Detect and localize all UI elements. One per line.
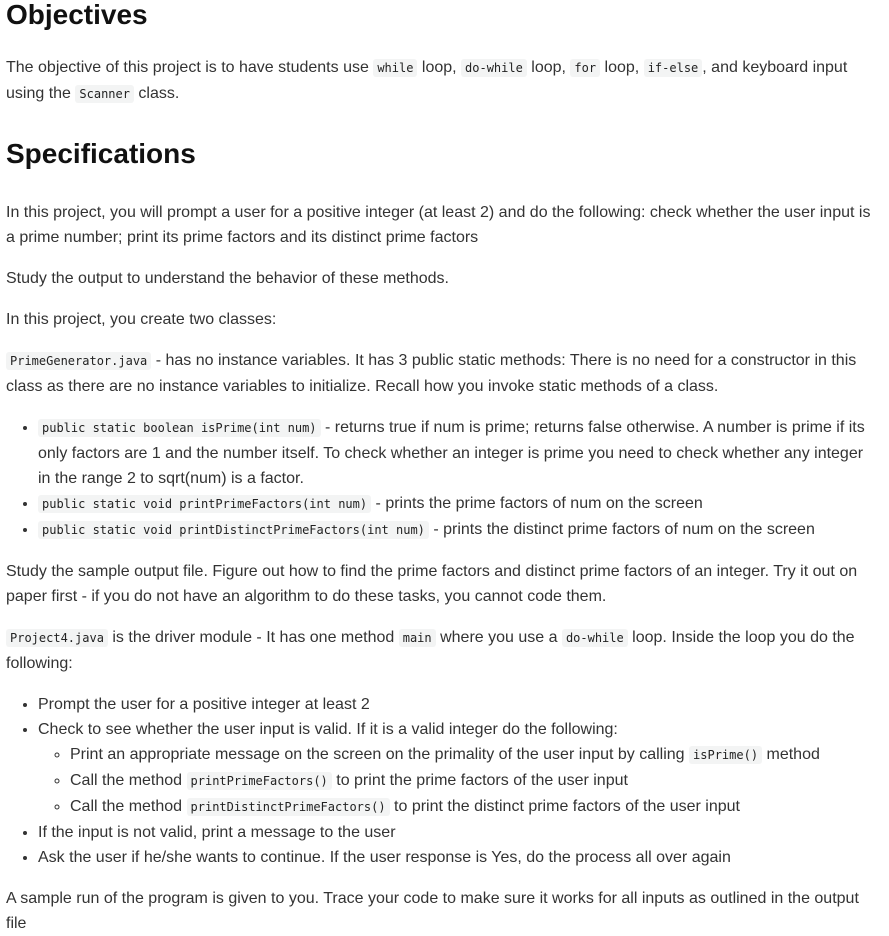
code-scanner: Scanner (75, 85, 134, 103)
text: loop, (526, 59, 571, 76)
driver-paragraph (6, 625, 877, 676)
text: is the driver module - It has one method (107, 629, 399, 646)
list-item (38, 717, 877, 820)
sample-output-paragraph: Study the sample output file. Figure out how to find the prime factors and distinct prime factors of an integer. Try it out on paper first - if you do not have an algorithm to do these tasks, you cannot code them. (6, 563, 858, 605)
code-while: while (373, 59, 417, 77)
text: method (762, 746, 820, 763)
text: - prints the prime factors of num on the screen (371, 495, 703, 512)
objectives-heading: Objectives (6, 0, 148, 30)
text: Call the method (70, 798, 187, 815)
code-prime-generator: PrimeGenerator.java (6, 352, 151, 370)
text: Call the method (70, 772, 187, 789)
text: Print an appropriate message on the screen on the primality of the user input by calling (70, 746, 690, 763)
code-for: for (570, 59, 600, 77)
text: to print the prime factors of the user input (331, 772, 628, 789)
text: - returns true if num is prime; returns false otherwise. A number is prime if its only factors are 1 and the number itself. To check whether an integer is prime you need to check whether any integer in the range 2 to sqrt(num) is a factor. (38, 419, 865, 487)
list-item: • Ask the user if he/she wants to continue. If the user response is Yes, do the process all over again (38, 845, 877, 870)
code-print-distinct-prime-factors-signature: public static void printDistinctPrimeFactors(int num) (38, 521, 429, 539)
list-item: • If the input is not valid, print a message to the user (38, 820, 877, 845)
code-do-while: do-while (461, 59, 527, 77)
list-item (38, 415, 877, 491)
text: The objective of this project is to have students use (6, 59, 374, 76)
text: loop, (417, 59, 462, 76)
specifications-heading: Specifications (6, 138, 196, 169)
list-item: • Prompt the user for a positive integer at least 2 (38, 692, 877, 717)
code-main: main (399, 629, 436, 647)
text: , and keyboard input using the (6, 59, 848, 102)
code-print-distinct-prime-factors: printDistinctPrimeFactors() (187, 798, 390, 816)
objectives-paragraph (6, 55, 877, 107)
two-classes-paragraph: In this project, you create two classes: (6, 311, 277, 328)
code-if-else: if-else (644, 59, 703, 77)
code-print-prime-factors-signature: public static void printPrimeFactors(int num) (38, 495, 371, 513)
list-item (38, 517, 877, 543)
study-output-paragraph: Study the output to understand the behavior of these methods. (6, 270, 449, 287)
prime-generator-paragraph (6, 348, 877, 399)
text: Check to see whether the user input is valid. If it is a valid integer do the following: (38, 721, 618, 738)
text: class. (133, 85, 180, 102)
code-print-prime-factors: printPrimeFactors() (187, 772, 332, 790)
text: where you use a (435, 629, 562, 646)
list-item (70, 768, 877, 794)
text: to print the distinct prime factors of the user input (389, 798, 740, 815)
list-item (70, 742, 877, 768)
code-project4: Project4.java (6, 629, 108, 647)
specs-intro-paragraph: In this project, you will prompt a user for a positive integer (at least 2) and do the following: check whether the user input is a prime number; print its prime factors and its distinct prime factors (6, 204, 871, 246)
sample-run-paragraph: A sample run of the program is given to you. Trace your code to make sure it works for all inputs as outlined in the output file (6, 890, 859, 932)
text: loop, (600, 59, 644, 76)
code-do-while: do-while (562, 629, 628, 647)
code-is-prime: isPrime() (689, 746, 762, 764)
list-item (38, 491, 877, 517)
methods-list (6, 415, 877, 543)
code-is-prime-signature: public static boolean isPrime(int num) (38, 419, 321, 437)
steps-list (6, 692, 877, 870)
sub-steps-list (38, 742, 877, 820)
text: loop. Inside the loop you do the following: (6, 629, 855, 672)
text: - has no instance variables. It has 3 public static methods: There is no need for a constructor in this class as there are no instance variables to initialize. Recall how you invoke static methods of a class. (6, 352, 857, 395)
list-item (70, 794, 877, 820)
text: - prints the distinct prime factors of num on the screen (428, 521, 815, 538)
